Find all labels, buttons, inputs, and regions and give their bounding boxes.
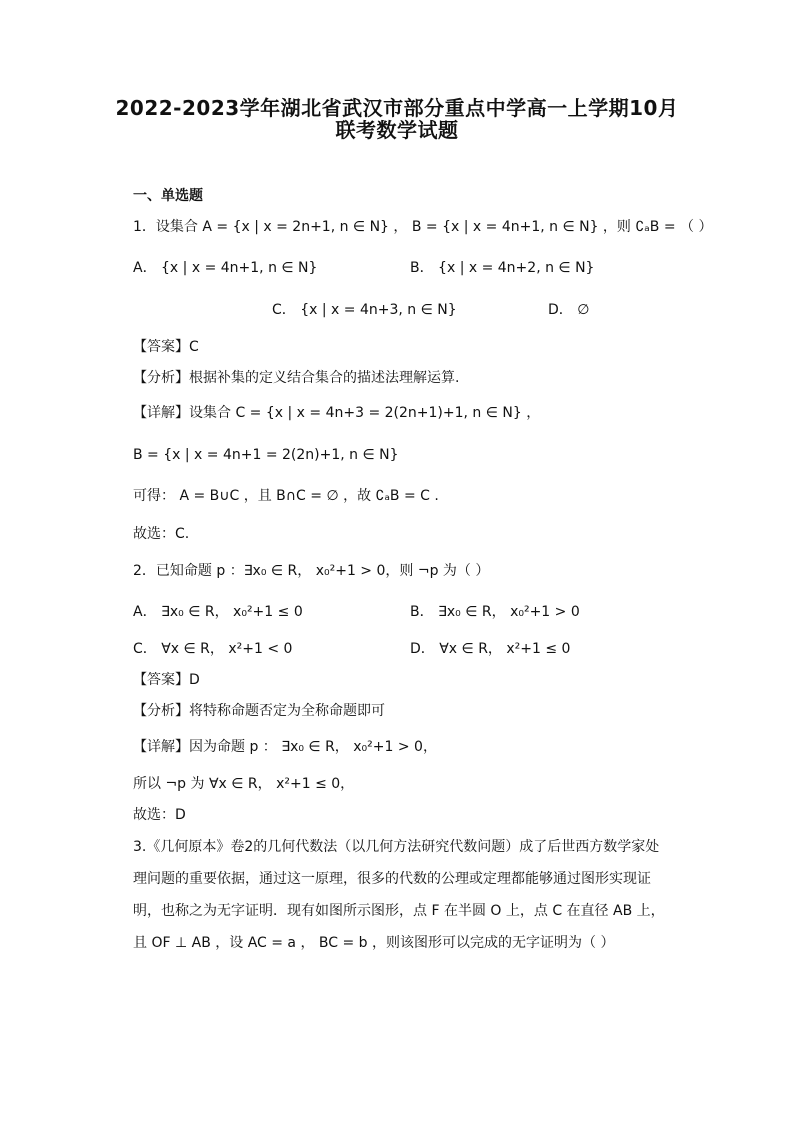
- q1-stem: 1．设集合 A = {x | x = 2n+1, n ∈ N} ， B = {x | x = 4n+1, n ∈ N} ，则 ∁ₐB = （ ）: [133, 219, 713, 235]
- q2-stem: 2．已知命题 p ：∃x₀ ∈ R， x₀²+1 > 0，则 ¬p 为（ ）: [133, 563, 490, 579]
- q1-option-a: A． {x | x = 4n+1, n ∈ N}: [133, 260, 318, 276]
- q2-option-d: D． ∀x ∈ R， x²+1 ≤ 0: [410, 641, 571, 657]
- q1-detail-1: 【详解】设集合 C = {x | x = 4n+3 = 2(2n+1)+1, n ∈ N} ，: [133, 405, 541, 421]
- q1-option-d: D． ∅: [548, 302, 590, 318]
- q2-detail-2: 所以 ¬p 为 ∀x ∈ R， x²+1 ≤ 0，: [133, 776, 355, 792]
- q2-option-b: B． ∃x₀ ∈ R， x₀²+1 > 0: [410, 604, 580, 620]
- q1-conclusion: 故选：C.: [133, 526, 190, 542]
- q2-detail-1: 【详解】因为命题 p ： ∃x₀ ∈ R， x₀²+1 > 0，: [133, 739, 437, 755]
- section-heading: 一、单选题: [133, 188, 203, 204]
- q1-detail-2: B = {x | x = 4n+1 = 2(2n)+1, n ∈ N}: [133, 447, 399, 463]
- q2-conclusion: 故选：D: [133, 807, 186, 823]
- q1-analysis: 【分析】根据补集的定义结合集合的描述法理解运算.: [133, 370, 460, 386]
- q1-option-c: C． {x | x = 4n+3, n ∈ N}: [272, 302, 457, 318]
- q3-text: 3.《几何原本》卷2的几何代数法（以几何方法研究代数问题）成了后世西方数学家处理问题的重要依据，通过这一原理，很多的代数的公理或定理都能够通过图形实现证明，也称之为无字证明．现有如图所示图形，点 F 在半圆 O 上，点 C 在直径 AB 上，且 OF ⊥ AB ，设 AC = a ， BC = b ，则该图形可以完成的无字证明为（ ）: [133, 839, 665, 951]
- q1-option-b: B． {x | x = 4n+2, n ∈ N}: [410, 260, 595, 276]
- q1-detail-3: 可得： A = B∪C ，且 B∩C = ∅ ，故 ∁ₐB = C .: [133, 488, 439, 504]
- q1-answer: 【答案】C: [133, 339, 199, 355]
- q2-analysis: 【分析】将特称命题否定为全称命题即可: [133, 703, 385, 719]
- q2-option-c: C． ∀x ∈ R， x²+1 < 0: [133, 641, 293, 657]
- q2-answer: 【答案】D: [133, 672, 200, 688]
- q2-option-a: A． ∃x₀ ∈ R， x₀²+1 ≤ 0: [133, 604, 303, 620]
- document-title-line2: 联考数学试题: [335, 118, 459, 142]
- document-title-line1: 2022-2023学年湖北省武汉市部分重点中学高一上学期10月: [115, 96, 679, 120]
